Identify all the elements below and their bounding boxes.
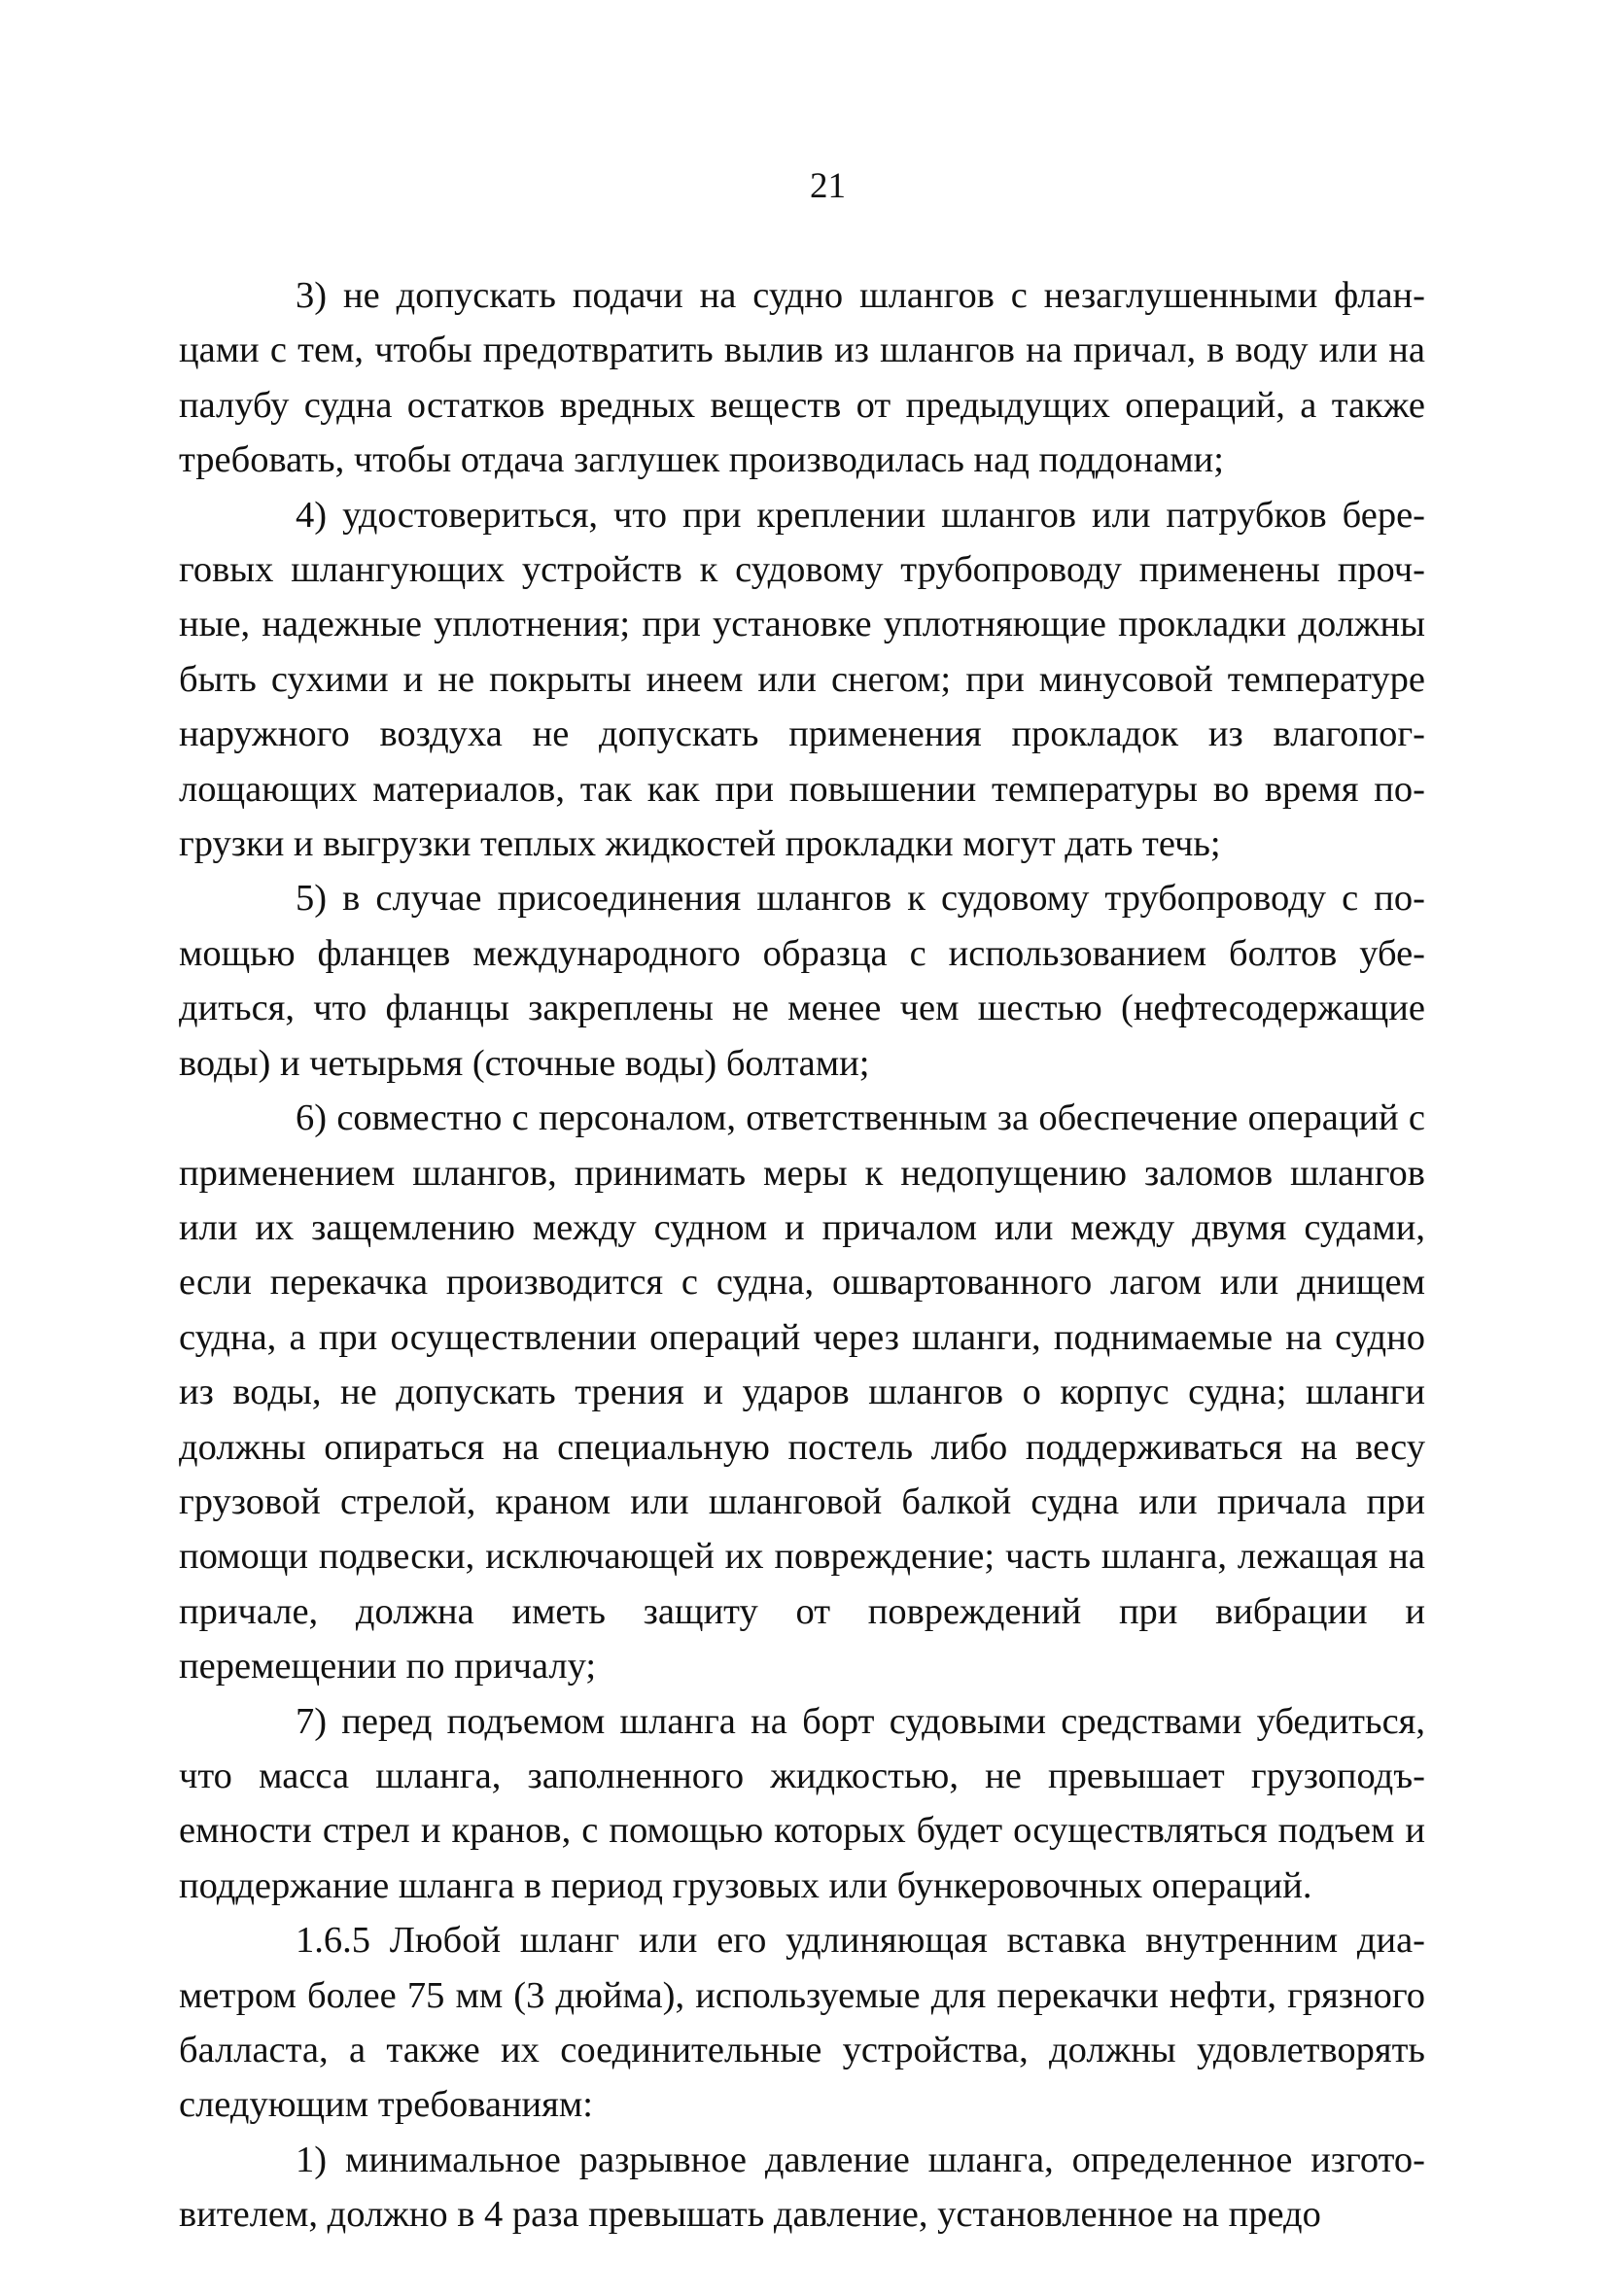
page-number: 21 <box>810 166 846 206</box>
paragraph-item-4: 4) удостовериться, что при креплении шлангов или патрубков береговых шлангующих устройств к судовому трубопроводу применены прочные, надежные уплотнения; при установке уплотняющие прокладки должны быть сухими и не покрыты инеем или снегом; при минусовой температуре наружного воздуха не допускать применения прокладок из влагопоглощающих материалов, так как при повышении температуры во время погрузки и выгрузки теплых жидкостей прокладки могут дать течь; <box>179 494 1425 865</box>
paragraph-section-1-6-5: 1.6.5 Любой шланг или его удлиняющая вставка внутренним диаметром более 75 мм (3 дюйма), используемые для перекачки нефти, грязного балласта, а также их соединительные устройства, должны удовлетворять следующим требованиям: <box>179 1920 1425 2126</box>
document-body <box>179 268 1425 2243</box>
paragraph-item-7: 7) перед подъемом шланга на борт судовыми средствами убедиться, что масса шланга, заполненного жидкостью, не превышает грузоподъемности стрел и кранов, с помощью которых будет осуществляться подъем и поддержание шланга в период грузовых или бункеровочных операций. <box>179 1700 1425 1906</box>
paragraph-item-1: 1) минимальное разрывное давление шланга, определенное изготовителем, должно в 4 раза превышать давление, установленное на предо <box>179 2139 1425 2236</box>
paragraph-item-3: 3) не допускать подачи на судно шлангов с незаглушенными фланцами с тем, чтобы предотвратить вылив из шлангов на причал, в воду или на палубу судна остатков вредных веществ от предыдущих операций, а также требовать, чтобы отдача заглушек производилась над поддонами; <box>179 275 1425 481</box>
paragraph-item-6: 6) совместно с персоналом, ответственным за обеспечение операций с применением шлангов, принимать меры к недопущению заломов шлангов или их защемлению между судном и причалом или между двумя судами, если перекачка производится с судна, ошвартованного лагом или днищем судна, а при осуществлении операций через шланги, поднимаемые на судно из воды, не допускать трения и ударов шлангов о корпус судна; шланги должны опираться на специальную постель либо поддерживаться на весу грузовой стрелой, краном или шланговой балкой судна или причала при помощи подвески, исключающей их повреждение; часть шланга, лежащая на причале, должна иметь защиту от повреждений при вибрации и перемещении по причалу; <box>179 1097 1425 1687</box>
paragraph-item-5: 5) в случае присоединения шлангов к судовому трубопроводу с помощью фланцев международного образца с использованием болтов убедиться, что фланцы закреплены не менее чем шестью (нефтесодержащие воды) и четырьмя (сточные воды) болтами; <box>179 878 1425 1084</box>
